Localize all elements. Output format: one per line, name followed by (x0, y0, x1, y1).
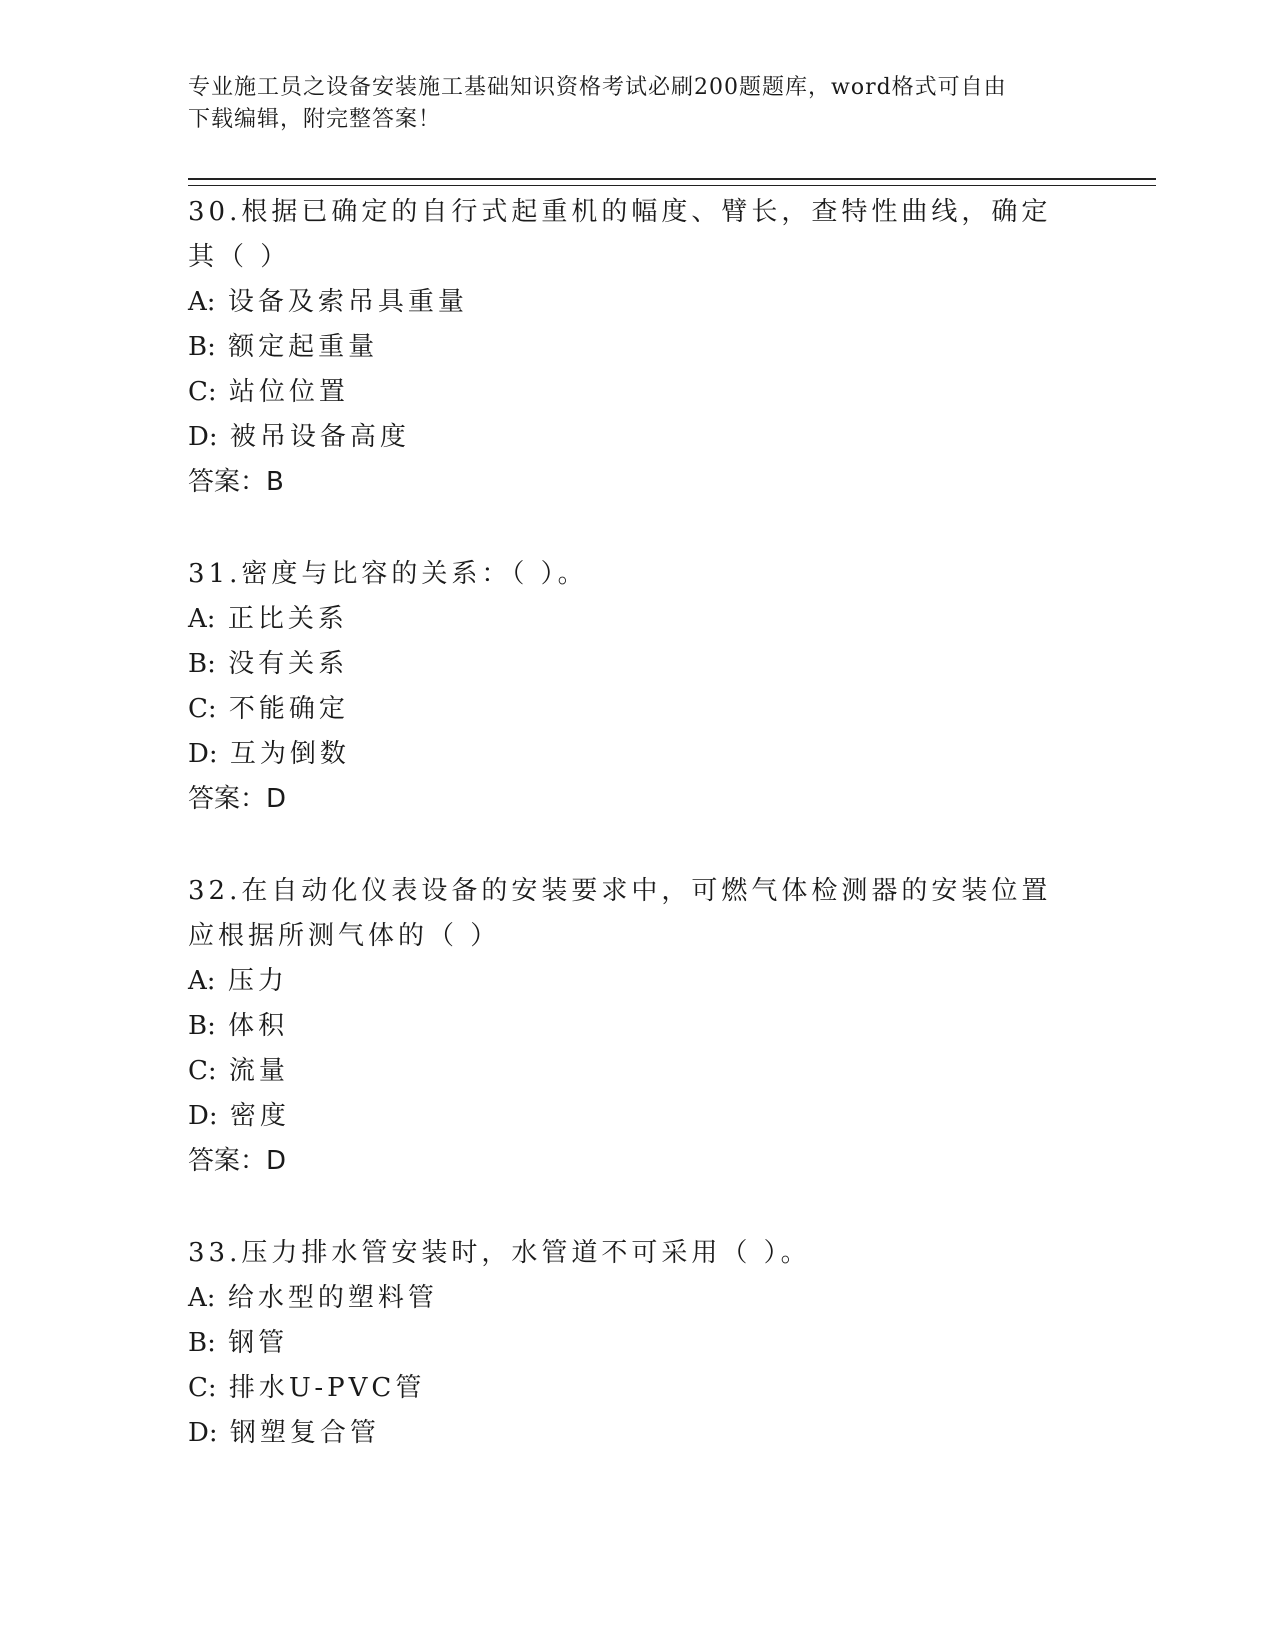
option-text: 站位位置 (228, 377, 349, 407)
header-line-2: 下载编辑，附完整答案！ (188, 107, 442, 132)
option-text: 流量 (228, 1056, 289, 1086)
option-letter: B: (188, 332, 216, 362)
option-text: 钢塑复合管 (229, 1418, 380, 1448)
header-line-1: 专业施工员之设备安装施工基础知识资格考试必刷200题题库，word格式可自由 (188, 75, 1007, 100)
option-letter: D: (188, 422, 218, 452)
answer-line: 答案：D (188, 1146, 287, 1176)
option-text: 压力 (227, 966, 288, 996)
option-text: 设备及索吊具重量 (227, 287, 468, 317)
option-letter: B: (188, 649, 216, 679)
question-stem: 33.压力排水管安装时，水管道不可采用（ ）。 (188, 1238, 811, 1268)
option-text: 被吊设备高度 (229, 422, 410, 452)
answer-line: 答案：D (188, 784, 287, 814)
option-c (188, 370, 1068, 415)
document-header (188, 72, 1068, 136)
option-c (188, 1049, 1068, 1094)
option-d (188, 732, 1068, 777)
option-letter: A: (188, 1283, 216, 1313)
option-b (188, 325, 1068, 370)
option-b (188, 1004, 1068, 1049)
answer-line: 答案：B (188, 467, 284, 497)
option-a (188, 959, 1068, 1004)
option-letter: C: (188, 694, 217, 724)
header-divider (188, 178, 1156, 186)
question-31 (188, 552, 1068, 822)
option-letter: C: (188, 1056, 217, 1086)
option-letter: C: (188, 1373, 217, 1403)
option-text: 密度 (229, 1101, 290, 1131)
spacer (188, 1184, 1068, 1231)
option-b (188, 1321, 1068, 1366)
question-list (188, 190, 1068, 1456)
option-d (188, 415, 1068, 460)
option-letter: A: (188, 966, 216, 996)
option-c (188, 1366, 1068, 1411)
option-text: 钢管 (228, 1328, 289, 1358)
question-stem: 32.在自动化仪表设备的安装要求中，可燃气体检测器的安装位置应根据所测气体的（ ） (188, 876, 1052, 951)
option-a (188, 1276, 1068, 1321)
option-a (188, 280, 1068, 325)
option-letter: C: (188, 377, 217, 407)
option-text: 没有关系 (228, 649, 349, 679)
option-a (188, 597, 1068, 642)
question-30 (188, 190, 1068, 505)
spacer (188, 822, 1068, 869)
question-33 (188, 1231, 1068, 1456)
option-text: 互为倒数 (229, 739, 350, 769)
option-text: 额定起重量 (228, 332, 379, 362)
question-stem: 31.密度与比容的关系：（ ）。 (188, 559, 588, 589)
option-letter: D: (188, 739, 218, 769)
option-b (188, 642, 1068, 687)
question-32 (188, 869, 1068, 1184)
option-c (188, 687, 1068, 732)
option-text: 给水型的塑料管 (227, 1283, 438, 1313)
option-letter: A: (188, 287, 216, 317)
option-letter: B: (188, 1328, 216, 1358)
option-letter: A: (188, 604, 216, 634)
option-d (188, 1411, 1068, 1456)
option-d (188, 1094, 1068, 1139)
option-text: 体积 (228, 1011, 289, 1041)
option-text: 不能确定 (228, 694, 349, 724)
option-letter: D: (188, 1101, 218, 1131)
option-letter: B: (188, 1011, 216, 1041)
option-text: 排水U-PVC管 (228, 1373, 426, 1403)
option-letter: D: (188, 1418, 218, 1448)
spacer (188, 505, 1068, 552)
question-stem: 30.根据已确定的自行式起重机的幅度、臂长，查特性曲线，确定其（ ） (188, 197, 1052, 272)
option-text: 正比关系 (227, 604, 348, 634)
